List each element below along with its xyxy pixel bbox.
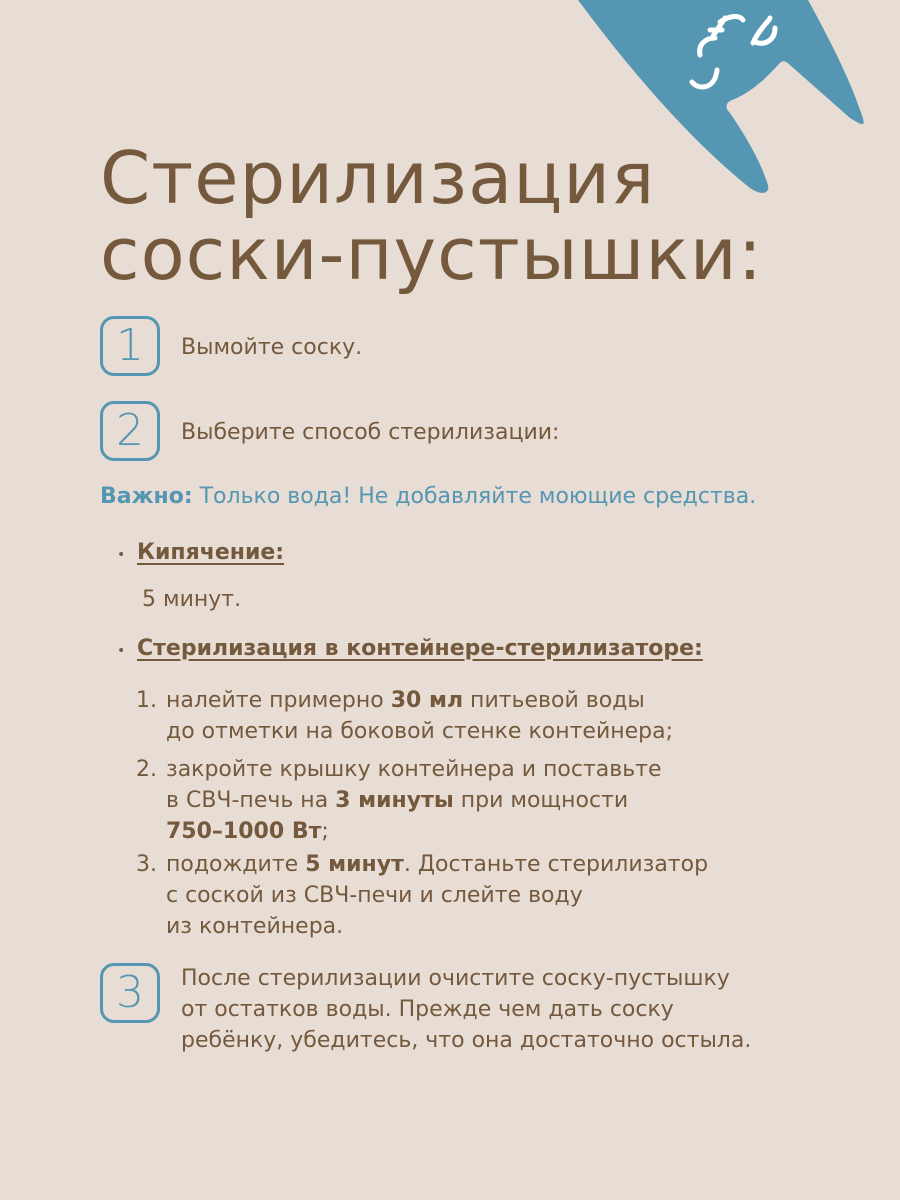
step-1-text: Вымойте соску. bbox=[181, 335, 363, 360]
text-part: . Достаньте стерилизатор bbox=[403, 852, 709, 877]
substep-1-number: 1. bbox=[136, 688, 157, 713]
substep-2-text bbox=[166, 754, 662, 847]
text-part: в СВЧ-печь на bbox=[166, 788, 336, 813]
step-2-text: Выберите способ стерилизации: bbox=[181, 420, 560, 445]
text-bold: 5 минут bbox=[305, 852, 404, 877]
method-container-title: Стерилизация в контейнере-стерилизаторе: bbox=[137, 636, 703, 661]
text-part: ; bbox=[321, 819, 329, 844]
substep-3-number: 3. bbox=[136, 852, 157, 877]
step-number-1: 1 bbox=[100, 316, 160, 376]
method-boiling-title: Кипячение: bbox=[137, 540, 285, 565]
text-bold: 30 мл bbox=[390, 688, 464, 713]
important-note bbox=[100, 484, 756, 509]
important-text: Только вода! Не добавляйте моющие средства. bbox=[192, 484, 757, 509]
bullet-icon: • bbox=[117, 643, 126, 659]
step-number-2: 2 bbox=[100, 401, 160, 461]
text-part: до отметки на боковой стенке контейнера; bbox=[166, 719, 674, 744]
step-3-text bbox=[181, 963, 751, 1056]
text-part: из контейнера. bbox=[166, 914, 344, 939]
text-part: подождите bbox=[166, 852, 306, 877]
text-bold: 750–1000 Вт bbox=[166, 819, 322, 844]
step-number-3: 3 bbox=[100, 963, 160, 1023]
page-title bbox=[100, 136, 763, 296]
text-part: питьевой воды bbox=[463, 688, 645, 713]
text-part: налейте примерно bbox=[166, 688, 391, 713]
substep-2-number: 2. bbox=[136, 757, 157, 782]
text-part: при мощности bbox=[453, 788, 629, 813]
important-label: Важно: bbox=[100, 484, 193, 509]
substep-3-text bbox=[166, 849, 708, 942]
method-boiling-detail: 5 минут. bbox=[142, 587, 242, 612]
text-part: с соской из СВЧ-печи и слейте воду bbox=[166, 883, 583, 908]
bullet-icon: • bbox=[117, 547, 126, 563]
text-line: ребёнку, убедитесь, что она достаточно остыла. bbox=[181, 1028, 752, 1053]
text-line: от остатков воды. Прежде чем дать соску bbox=[181, 997, 674, 1022]
title-line-2: соски-пустышки: bbox=[100, 212, 763, 296]
text-part: закройте крышку контейнера и поставьте bbox=[166, 757, 662, 782]
substep-1-text bbox=[166, 685, 673, 747]
text-bold: 3 минуты bbox=[335, 788, 454, 813]
title-line-1: Стерилизация bbox=[100, 136, 656, 220]
text-line: После стерилизации очистите соску-пустышку bbox=[181, 966, 730, 991]
